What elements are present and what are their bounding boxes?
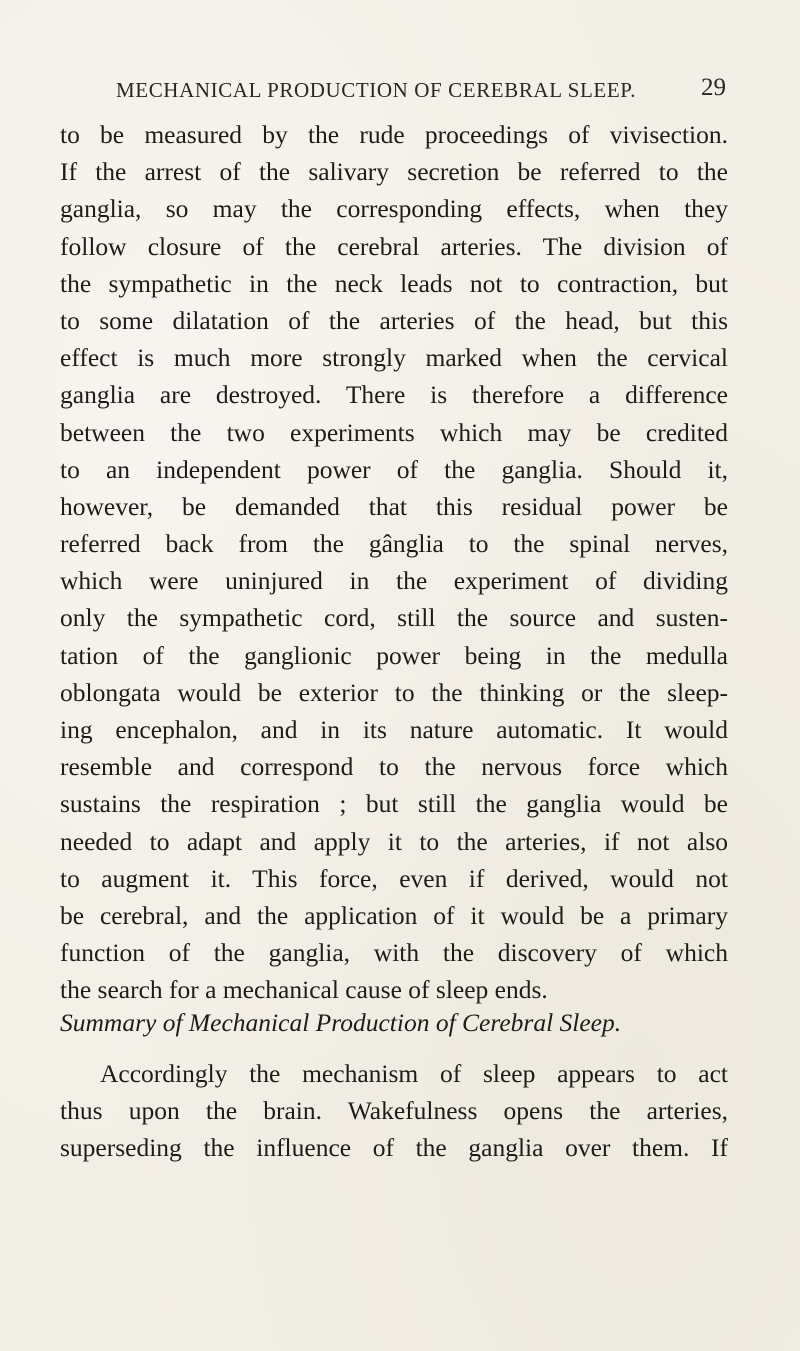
text-line: to some dilatation of the arteries of the head, but this [60,305,728,335]
text-line: the sympathetic in the neck leads not to contraction, but [60,268,728,298]
text-line: needed to adapt and apply it to the arteries, if not also [60,826,728,856]
text-line: which were uninjured in the experiment of dividing [60,566,728,596]
text-line: resemble and correspond to the nervous force which [60,752,728,782]
text-line: only the sympathetic cord, still the source and susten- [60,603,728,633]
text-line: ganglia, so may the corresponding effects, when they [60,194,728,224]
text-line: to be measured by the rude proceedings of vivisection. [60,120,728,149]
text-line: function of the ganglia, with the discovery of which [60,938,728,968]
text-line: Accordingly the mechanism of sleep appears to act [100,1059,728,1088]
page-number: 29 [701,74,726,101]
running-head [116,74,726,108]
text-line: thus upon the brain. Wakefulness opens the arteries, [60,1096,728,1126]
text-line: to an independent power of the ganglia. Should it, [60,454,728,484]
text-line: however, be demanded that this residual power be [60,491,728,521]
text-line: effect is much more strongly marked when the cervical [60,343,728,373]
text-line: follow closure of the cerebral arteries. The division of [60,231,728,261]
text-line: be cerebral, and the application of it would be a primary [60,900,728,930]
section-heading: Summary of Mechanical Production of Cerebral Sleep. [60,1008,622,1037]
text-line: between the two experiments which may be credited [60,417,728,447]
text-line: tation of the ganglionic power being in the medulla [60,640,728,670]
text-line: ing encephalon, and in its nature automatic. It would [60,715,728,744]
text-line: ganglia are destroyed. There is therefore a difference [60,380,728,410]
running-title: MECHANICAL PRODUCTION OF CEREBRAL SLEEP. [116,78,637,102]
text-line: oblongata would be exterior to the thinking or the sleep- [60,677,728,707]
text-line: to augment it. This force, even if derived, would not [60,863,728,893]
text-line: superseding the influence of the ganglia over them. If [60,1133,728,1163]
text-line: referred back from the gânglia to the spinal nerves, [60,529,728,559]
paragraph-2 [60,1055,728,1167]
text-line: If the arrest of the salivary secretion be referred to the [60,157,728,187]
paragraph-1 [60,116,728,1009]
text-line: the search for a mechanical cause of sleep ends. [60,975,548,1005]
text-line: sustains the respiration ; but still the ganglia would be [60,789,728,819]
